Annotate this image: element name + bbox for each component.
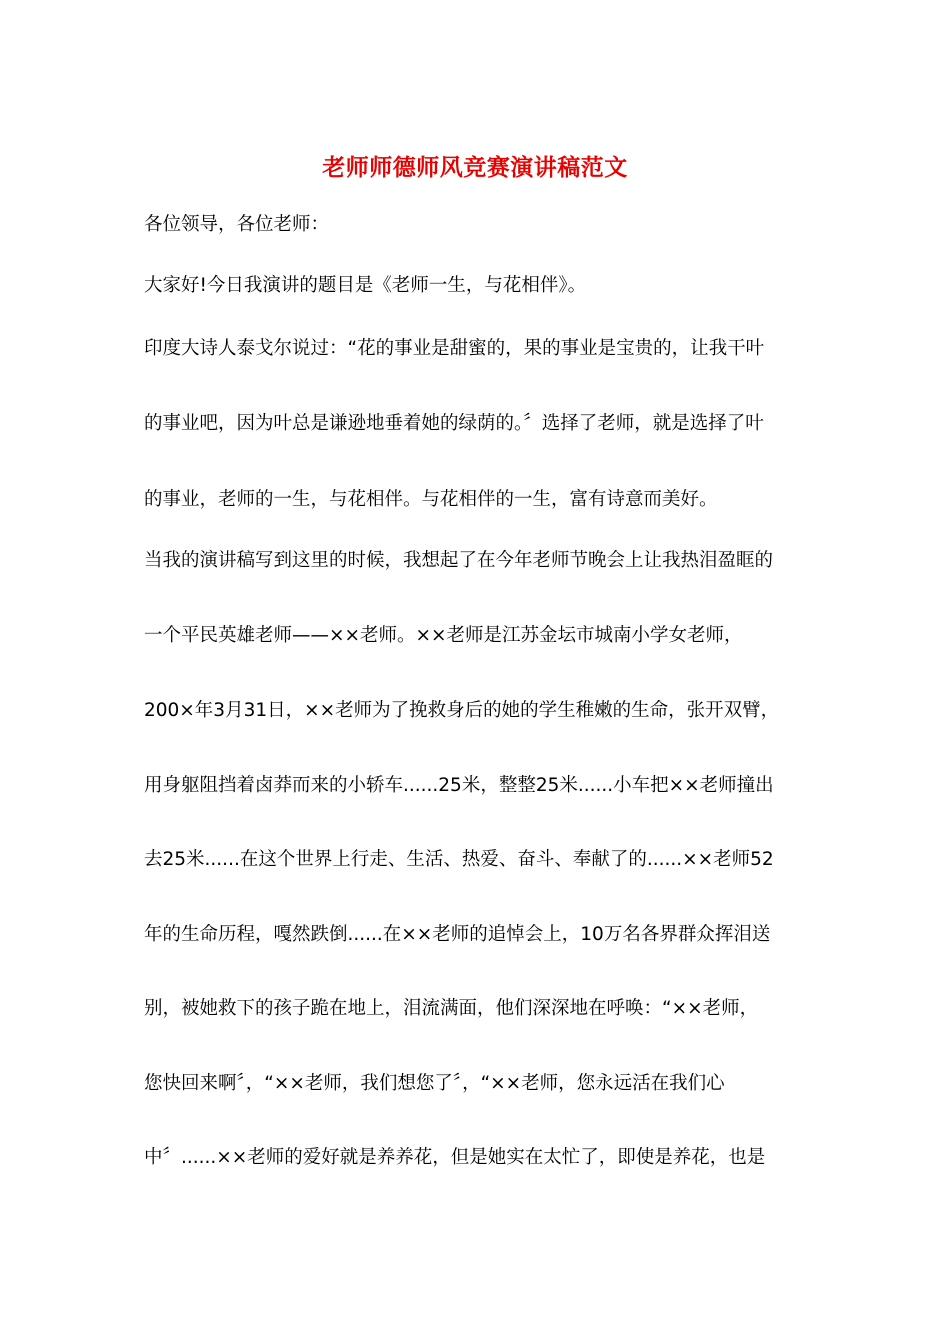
paragraph-line: 中〞......××老师的爱好就是养养花，但是她实在太忙了，即使是养花，也是 (144, 1147, 766, 1168)
paragraph-line: 的事业吧，因为叶总是谦逊地垂着她的绿荫的。〞选择了老师，就是选择了叶 (144, 413, 764, 434)
paragraph-line: 大家好!今日我演讲的题目是《老师一生，与花相伴》。 (144, 275, 587, 296)
paragraph-line: 当我的演讲稿写到这里的时候，我想起了在今年老师节晚会上让我热泪盈眶的 (144, 550, 774, 571)
paragraph-line: 用身躯阻挡着卤莽而来的小轿车......25米，整整25米......小车把××老师撞出 (144, 775, 774, 796)
paragraph-line: 去25米......在这个世界上行走、生活、热爱、奋斗、奉献了的......××老师52 (144, 849, 774, 870)
paragraph-line: 您快回来啊〞，“××老师，我们想您了〞，“××老师，您永远活在我们心 (144, 1073, 725, 1094)
paragraph-line: 200×年3月31日，××老师为了挽救身后的她的学生稚嫩的生命，张开双臂， (144, 700, 780, 721)
paragraph-line: 一个平民英雄老师——××老师。××老师是江苏金坛市城南小学女老师， (144, 625, 743, 646)
paragraph-line: 各位领导，各位老师： (144, 214, 330, 235)
paragraph-line: 的事业，老师的一生，与花相伴。与花相伴的一生，富有诗意而美好。 (144, 489, 718, 510)
document-title: 老师师德师风竞赛演讲稿范文 (322, 154, 628, 181)
paragraph-line: 年的生命历程，嘎然跌倒......在××老师的追悼会上，10万名各界群众挥泪送 (144, 924, 771, 945)
paragraph-line: 别，被她救下的孩子跪在地上，泪流满面，他们深深地在呼唤：“××老师， (144, 998, 759, 1019)
paragraph-line: 印度大诗人泰戈尔说过：“花的事业是甜蜜的，果的事业是宝贵的，让我干叶 (144, 338, 765, 359)
